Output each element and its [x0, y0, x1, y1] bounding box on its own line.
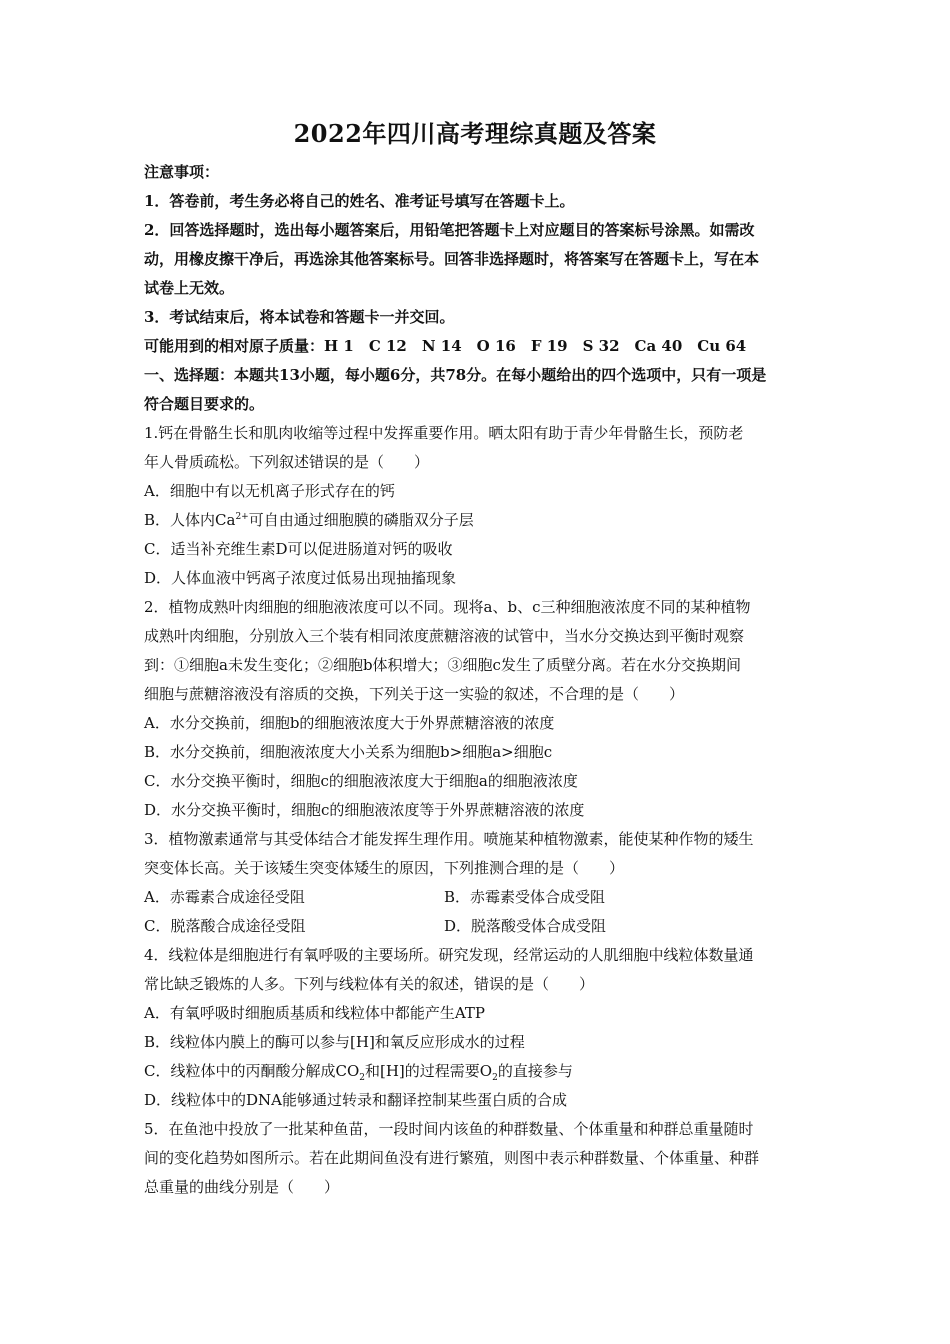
page-title: 2022年四川高考理综真题及答案	[293, 119, 657, 148]
q2-stem-line-2: 成熟叶肉细胞，分别放入三个装有相同浓度蔗糖溶液的试管中，当水分交换达到平衡时观察	[144, 627, 745, 645]
atomic-mass-line: 可能用到的相对原子质量：H 1 C 12 N 14 O 16 F 19 S 32 Ca 40 Cu 64	[144, 337, 747, 355]
q2-option-b: B．水分交换前，细胞液浓度大小关系为细胞b>细胞a>细胞c	[144, 743, 553, 761]
notice-heading: 注意事项：	[144, 163, 220, 181]
notice-item-1: 1．答卷前，考生务必将自己的姓名、准考证号填写在答题卡上。	[144, 192, 575, 210]
q4-stem-line-2: 常比缺乏锻炼的人多。下列与线粒体有关的叙述，错误的是（ ）	[144, 975, 595, 993]
q2-stem-line-1: 2．植物成熟叶肉细胞的细胞液浓度可以不同。现将a、b、c三种细胞液浓度不同的某种植物	[144, 598, 751, 616]
q4-option-c-suffix: 的直接参与	[497, 1062, 573, 1080]
q1-option-a: A．细胞中有以无机离子形式存在的钙	[144, 482, 395, 500]
q3-option-c: C．脱落酸合成途径受阻	[144, 917, 306, 935]
q1-stem-line-2: 年人骨质疏松。下列叙述错误的是（ ）	[144, 453, 430, 471]
q3-stem-line-1: 3．植物激素通常与其受体结合才能发挥生理作用。喷施某种植物激素，能使某种作物的矮生	[144, 830, 754, 848]
q3-stem-line-2: 突变体长高。关于该矮生突变体矮生的原因，下列推测合理的是（ ）	[144, 859, 625, 877]
q5-stem-line-3: 总重量的曲线分别是（ ）	[144, 1178, 340, 1196]
notice-item-2-line-3: 试卷上无效。	[144, 279, 235, 297]
q4-option-d: D．线粒体中的DNA能够通过转录和翻译控制某些蛋白质的合成	[144, 1091, 568, 1109]
q2-option-a: A．水分交换前，细胞b的细胞液浓度大于外界蔗糖溶液的浓度	[144, 714, 555, 732]
q1-option-d: D．人体血液中钙离子浓度过低易出现抽搐现象	[144, 569, 457, 587]
q5-stem-line-2: 间的变化趋势如图所示。若在此期间鱼没有进行繁殖，则图中表示种群数量、个体重量、种群	[144, 1149, 760, 1167]
q4-option-b: B．线粒体内膜上的酶可以参与[H]和氧反应形成水的过程	[144, 1033, 525, 1051]
q4-option-c-subscript-1: 2	[359, 1073, 365, 1083]
q2-option-d: D．水分交换平衡时，细胞c的细胞液浓度等于外界蔗糖溶液的浓度	[144, 801, 585, 819]
q4-option-c-middle: 和[H]的过程需要O	[365, 1062, 493, 1080]
notice-item-2-line-2: 动，用橡皮擦干净后，再选涂其他答案标号。回答非选择题时，将答案写在答题卡上，写在本	[144, 250, 760, 268]
notice-item-2-line-1: 2．回答选择题时，选出每小题答案后，用铅笔把答题卡上对应题目的答案标号涂黑。如需改	[144, 221, 755, 239]
q2-stem-line-3: 到：①细胞a未发生变化；②细胞b体积增大；③细胞c发生了质壁分离。若在水分交换期间	[144, 656, 741, 674]
q5-stem-line-1: 5．在鱼池中投放了一批某种鱼苗，一段时间内该鱼的种群数量、个体重量和种群总重量随时	[144, 1120, 754, 1138]
section-heading-line-2: 符合题目要求的。	[144, 395, 265, 413]
q4-option-c-subscript-2: 2	[492, 1073, 498, 1083]
notice-item-3: 3．考试结束后，将本试卷和答题卡一并交回。	[144, 308, 455, 326]
q2-option-c: C．水分交换平衡时，细胞c的细胞液浓度大于细胞a的细胞液浓度	[144, 772, 578, 790]
q4-option-a: A．有氧呼吸时细胞质基质和线粒体中都能产生ATP	[144, 1004, 485, 1022]
q1-option-b-superscript: 2+	[235, 512, 249, 522]
q2-stem-line-4: 细胞与蔗糖溶液没有溶质的交换，下列关于这一实验的叙述，不合理的是（ ）	[144, 685, 685, 703]
q1-stem-line-1: 1.钙在骨骼生长和肌肉收缩等过程中发挥重要作用。晒太阳有助于青少年骨骼生长，预防老	[144, 424, 744, 442]
q1-option-b-suffix: 可自由通过细胞膜的磷脂双分子层	[248, 511, 474, 529]
q1-option-c: C．适当补充维生素D可以促进肠道对钙的吸收	[144, 540, 453, 558]
q1-option-b-prefix: B．人体内Ca	[144, 511, 236, 529]
q3-option-b: B．赤霉素受体合成受阻	[444, 888, 606, 906]
q3-option-d: D．脱落酸受体合成受阻	[444, 917, 607, 935]
q4-option-c	[144, 1061, 573, 1081]
q1-option-b	[144, 510, 474, 530]
q3-option-a: A．赤霉素合成途径受阻	[144, 888, 305, 906]
section-heading-line-1: 一、选择题：本题共13小题，每小题6分，共78分。在每小题给出的四个选项中，只有一项是	[144, 366, 767, 384]
q4-option-c-prefix: C．线粒体中的丙酮酸分解成CO	[144, 1062, 360, 1080]
q4-stem-line-1: 4．线粒体是细胞进行有氧呼吸的主要场所。研究发现，经常运动的人肌细胞中线粒体数量通	[144, 946, 754, 964]
